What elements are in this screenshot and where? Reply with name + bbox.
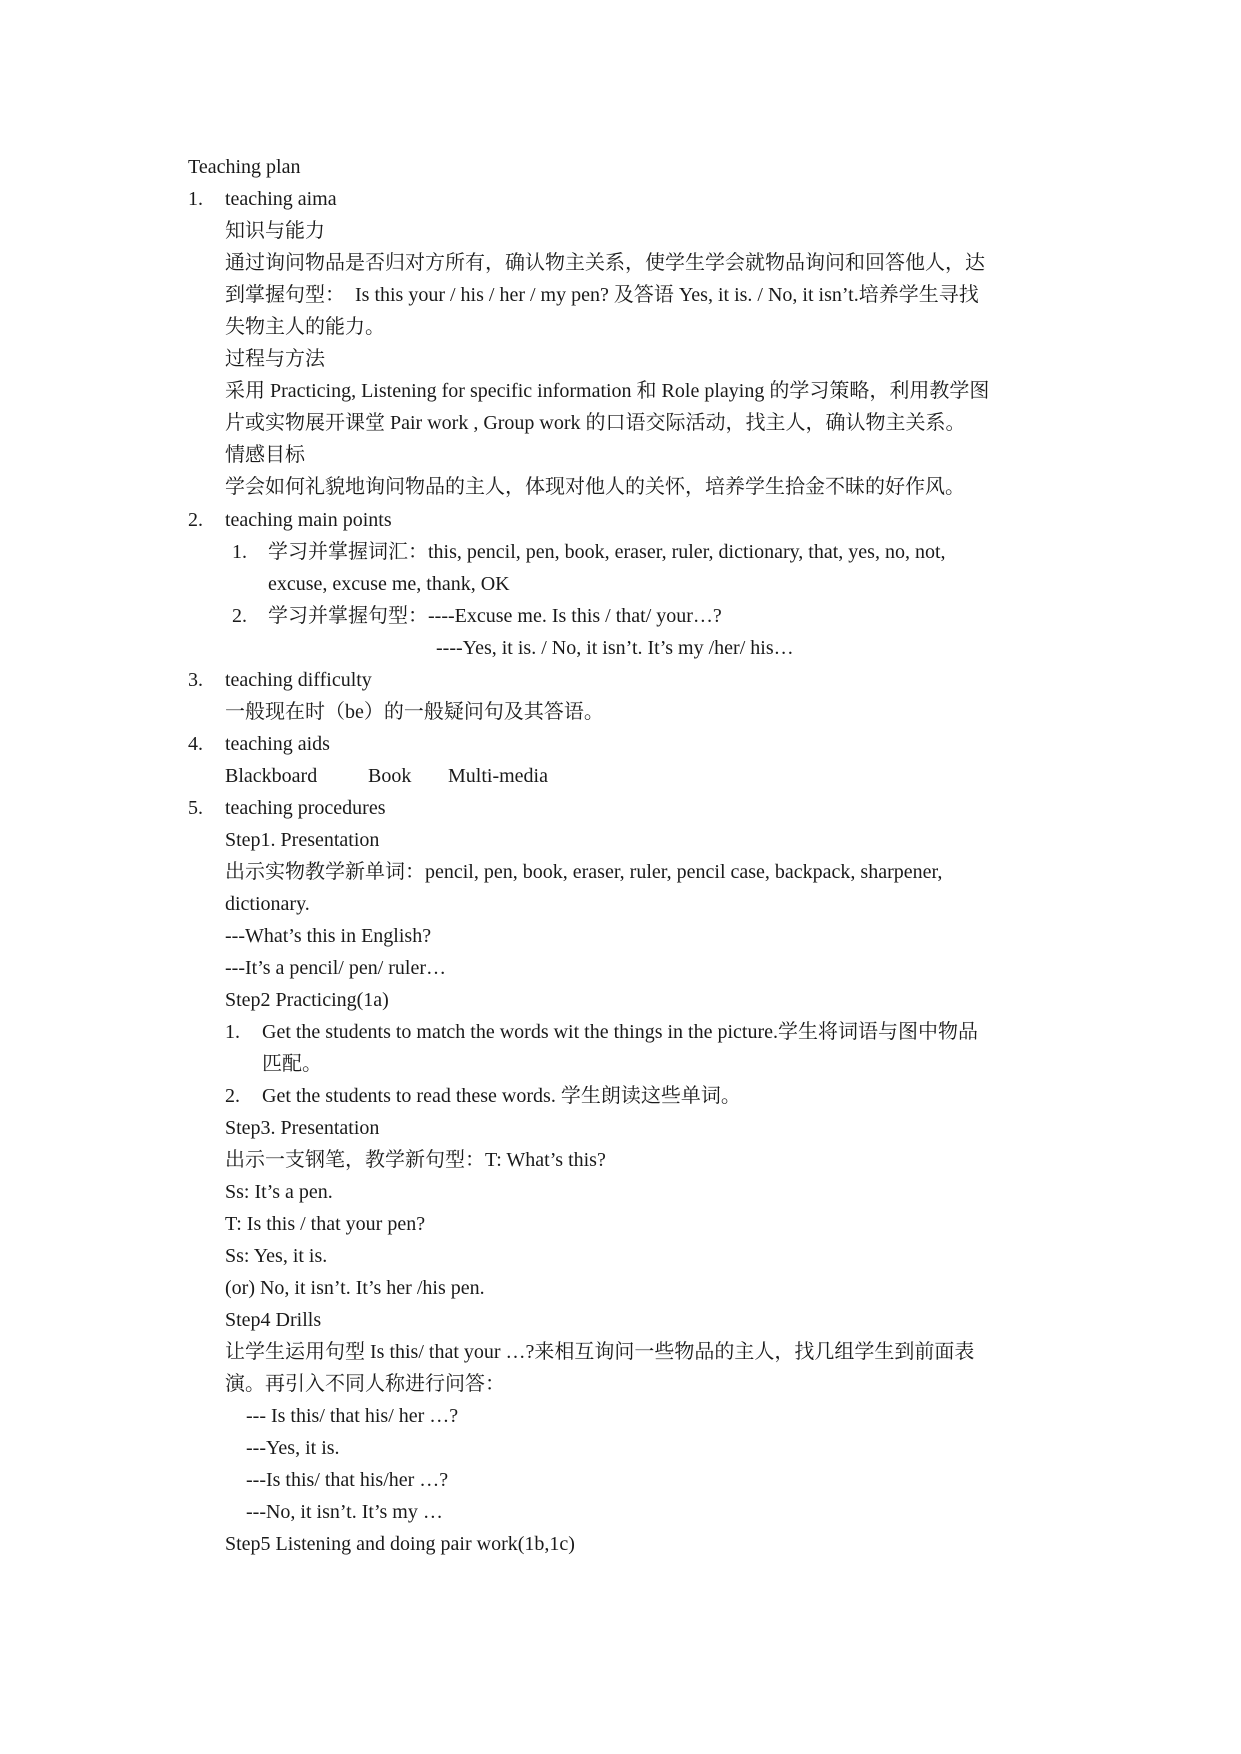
- list-item-line: 学习并掌握句型：----Excuse me. Is this / that/ your…?: [268, 605, 722, 627]
- subsection-heading: 过程与方法: [225, 348, 325, 370]
- section-number: 3.: [188, 669, 203, 691]
- step-heading: Step1. Presentation: [225, 829, 380, 851]
- paragraph-line: 一般现在时（be）的一般疑问句及其答语。: [225, 701, 604, 723]
- step-heading: Step3. Presentation: [225, 1117, 380, 1139]
- section-heading: teaching procedures: [225, 797, 386, 819]
- teaching-aid: Blackboard: [225, 765, 318, 787]
- dialogue-line: ---Is this/ that his/her …?: [246, 1469, 449, 1491]
- subsection-heading: 知识与能力: [225, 220, 325, 242]
- paragraph-line: 出示实物教学新单词：pencil, pen, book, eraser, ruler, pencil case, backpack, sharpener,: [225, 861, 943, 883]
- list-item-line: 匹配。: [262, 1053, 322, 1075]
- dialogue-line: ---No, it isn’t. It’s my …: [246, 1501, 443, 1523]
- dialogue-line: ---It’s a pencil/ pen/ ruler…: [225, 957, 447, 979]
- section-heading: teaching main points: [225, 509, 392, 531]
- paragraph-line: 出示一支钢笔，教学新句型：T: What’s this?: [225, 1149, 606, 1171]
- section-number: 4.: [188, 733, 203, 755]
- section-heading: teaching aima: [225, 188, 337, 210]
- list-number: 2.: [225, 1085, 240, 1107]
- dialogue-line: Ss: It’s a pen.: [225, 1181, 333, 1203]
- teaching-aid: Multi-media: [448, 765, 548, 787]
- paragraph-line: 采用 Practicing, Listening for specific information 和 Role playing 的学习策略，利用教学图: [225, 380, 990, 402]
- dialogue-line: ---What’s this in English?: [225, 925, 432, 947]
- subsection-heading: 情感目标: [225, 444, 305, 466]
- list-number: 1.: [225, 1021, 240, 1043]
- list-number: 2.: [232, 605, 247, 627]
- list-item-line: excuse, excuse me, thank, OK: [268, 573, 510, 595]
- paragraph-line: 通过询问物品是否归对方所有，确认物主关系，使学生学会就物品询问和回答他人，达: [225, 252, 985, 274]
- dialogue-line: (or) No, it isn’t. It’s her /his pen.: [225, 1277, 485, 1299]
- step-heading: Step4 Drills: [225, 1309, 322, 1331]
- paragraph-line: 失物主人的能力。: [225, 316, 385, 338]
- paragraph-line: 演。再引入不同人称进行问答：: [225, 1373, 505, 1395]
- dialogue-line: ---Yes, it is.: [246, 1437, 340, 1459]
- list-item-line: Get the students to read these words. 学生朗读这些单词。: [262, 1085, 741, 1107]
- list-item-line: 学习并掌握词汇：this, pencil, pen, book, eraser, ruler, dictionary, that, yes, no, not,: [268, 541, 946, 563]
- paragraph-line: 让学生运用句型 Is this/ that your …?来相互询问一些物品的主人，找几组学生到前面表: [225, 1341, 975, 1363]
- section-number: 5.: [188, 797, 203, 819]
- dialogue-line: Ss: Yes, it is.: [225, 1245, 328, 1267]
- list-number: 1.: [232, 541, 247, 563]
- section-heading: teaching difficulty: [225, 669, 372, 691]
- paragraph-line: dictionary.: [225, 893, 310, 915]
- list-item-line: ----Yes, it is. / No, it isn’t. It’s my /her/ his…: [436, 637, 794, 659]
- document-title: Teaching plan: [188, 156, 301, 178]
- section-number: 2.: [188, 509, 203, 531]
- step-heading: Step2 Practicing(1a): [225, 989, 389, 1011]
- section-heading: teaching aids: [225, 733, 330, 755]
- paragraph-line: 学会如何礼貌地询问物品的主人，体现对他人的关怀，培养学生拾金不昧的好作风。: [225, 476, 965, 498]
- paragraph-line: 片或实物展开课堂 Pair work , Group work 的口语交际活动，找主人，确认物主关系。: [225, 412, 966, 434]
- list-item-line: Get the students to match the words wit the things in the picture.学生将词语与图中物品: [262, 1021, 979, 1043]
- teaching-aid: Book: [368, 765, 412, 787]
- dialogue-line: T: Is this / that your pen?: [225, 1213, 426, 1235]
- dialogue-line: --- Is this/ that his/ her …?: [246, 1405, 459, 1427]
- paragraph-line: 到掌握句型： Is this your / his / her / my pen? 及答语 Yes, it is. / No, it isn’t.培养学生寻找: [225, 284, 979, 306]
- section-number: 1.: [188, 188, 203, 210]
- step-heading: Step5 Listening and doing pair work(1b,1c): [225, 1533, 575, 1555]
